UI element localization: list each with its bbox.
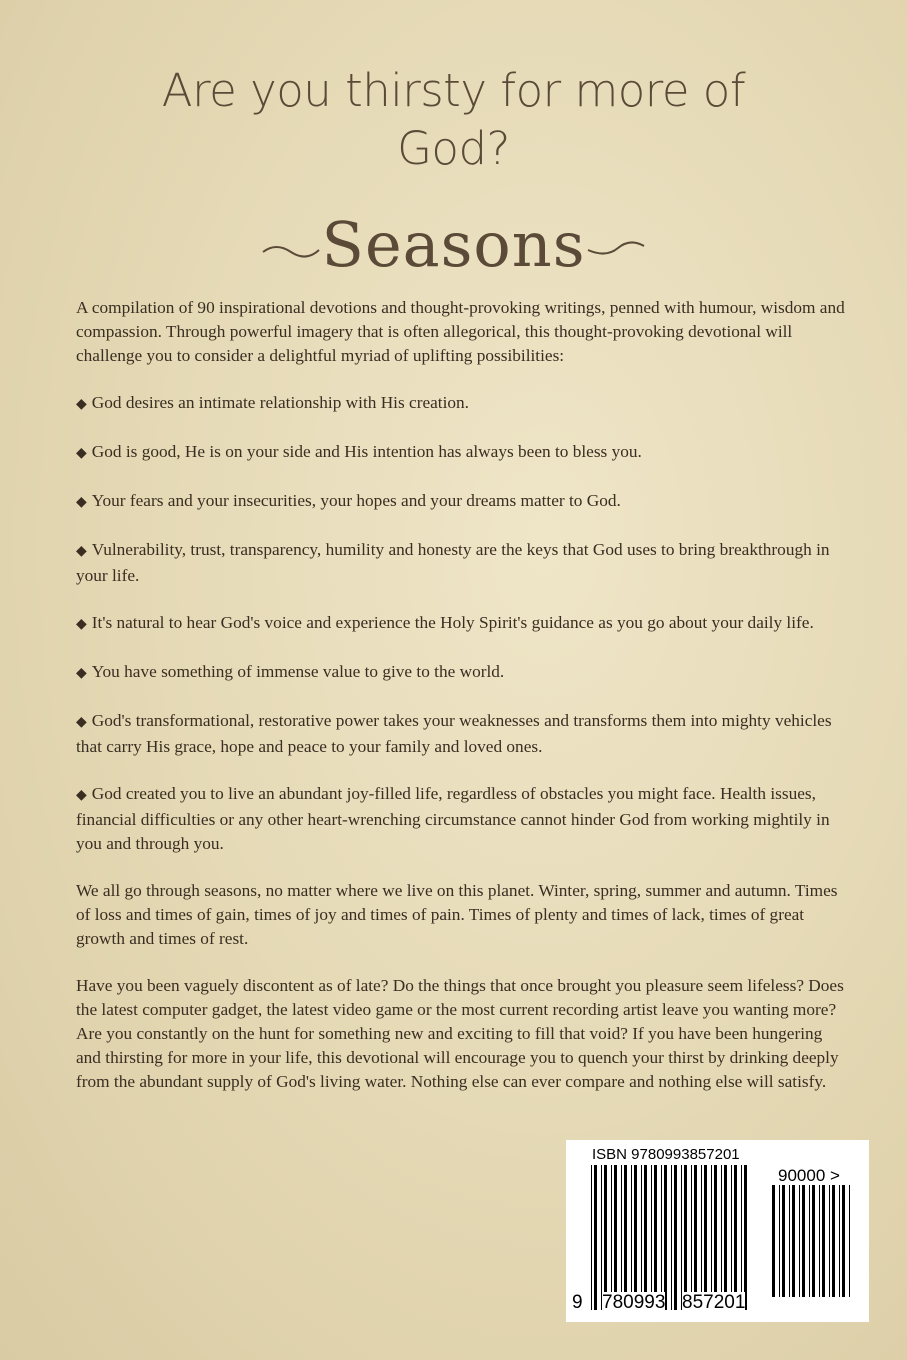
barcode-bar xyxy=(829,1185,830,1297)
barcode-bar xyxy=(681,1165,682,1310)
barcode-bar xyxy=(832,1185,835,1297)
bullet-item xyxy=(76,611,846,637)
barcode-bar xyxy=(849,1185,850,1297)
barcode-bar xyxy=(812,1185,815,1297)
barcode-bar xyxy=(731,1165,732,1310)
barcode-bar xyxy=(601,1165,602,1310)
barcode-bar xyxy=(654,1165,657,1310)
bullet-item xyxy=(76,538,846,588)
headline-line-1: Are you thirsty for more of xyxy=(161,64,746,117)
bullet-text: God is good, He is on your side and His intention has always been to bless you. xyxy=(91,442,642,461)
diamond-bullet-icon: ◆ xyxy=(76,397,87,412)
barcode-bar xyxy=(792,1185,795,1297)
barcode-bar xyxy=(741,1165,742,1310)
headline xyxy=(0,62,907,178)
bullet-list xyxy=(76,391,846,856)
barcode-bar xyxy=(634,1165,637,1310)
bullet-item xyxy=(76,660,846,686)
barcode-bar xyxy=(641,1165,642,1310)
bullet-item xyxy=(76,782,846,856)
price-code: 90000 > xyxy=(778,1166,840,1185)
barcode-bar xyxy=(789,1185,790,1297)
closing-paragraph: Have you been vaguely discontent as of late? Do the things that once brought you pleasure seem lifeless? Does the latest computer gadget, the latest video game or the most current recording artist leave you wanting more? Are you constantly on the hunt for something new and exciting to fill that void? If you have been hungering and thirsting for more in your life, this devotional will encourage you to quench your thirst by drinking deeply from the abundant supply of God's living water. Nothing else can ever compare and nothing else will satisfy. xyxy=(76,976,844,1091)
headline-line-2: God? xyxy=(397,122,510,175)
barcode-digits-group-1: 780993 xyxy=(602,1292,666,1313)
barcode-bar xyxy=(674,1165,677,1310)
intro-paragraph: A compilation of 90 inspirational devotions and thought-provoking writings, penned with humour, wisdom and compassion. Through powerful imagery that is often allegorical, this thought-provoking devotional will challenge you to consider a delightful myriad of uplifting possibilities: xyxy=(76,298,845,365)
right-swash-ornament xyxy=(586,240,646,260)
bullet-text: Your fears and your insecurities, your hopes and your dreams matter to God. xyxy=(91,491,621,510)
barcode-bar xyxy=(691,1165,692,1310)
barcode-bar xyxy=(614,1165,617,1310)
bullet-text: Vulnerability, trust, transparency, humility and honesty are the keys that God uses to bring breakthrough in your life. xyxy=(76,540,830,585)
book-title-text: Seasons xyxy=(321,208,586,281)
diamond-bullet-icon: ◆ xyxy=(76,666,87,681)
barcode-bar xyxy=(684,1165,687,1310)
diamond-bullet-icon: ◆ xyxy=(76,788,87,803)
bullet-text: You have something of immense value to give to the world. xyxy=(91,662,505,681)
bullet-item xyxy=(76,709,846,759)
barcode-bar xyxy=(842,1185,845,1297)
isbn-barcode xyxy=(566,1140,869,1322)
barcode-bar xyxy=(819,1185,820,1297)
barcode-bar xyxy=(661,1165,662,1310)
barcode-bar xyxy=(631,1165,632,1310)
barcode-bar xyxy=(839,1185,840,1297)
bullet-text: God desires an intimate relationship with His creation. xyxy=(91,393,469,412)
bullet-text: It's natural to hear God's voice and experience the Holy Spirit's guidance as you go about your daily life. xyxy=(91,613,814,632)
barcode-bar xyxy=(782,1185,785,1297)
barcode-bar xyxy=(651,1165,652,1310)
bullet-item xyxy=(76,489,846,515)
barcode-bar xyxy=(734,1165,737,1310)
blurb xyxy=(76,296,846,1117)
barcode-bar xyxy=(604,1165,607,1310)
barcode-bar xyxy=(799,1185,800,1297)
diamond-bullet-icon: ◆ xyxy=(76,617,87,632)
barcode-bar xyxy=(809,1185,810,1297)
bullet-item xyxy=(76,391,846,417)
barcode-bar xyxy=(611,1165,612,1310)
main-barcode-bars xyxy=(591,1165,753,1310)
bullet-text: God's transformational, restorative power takes your weaknesses and transforms them into mighty vehicles that carry His grace, hope and peace to your family and loved ones. xyxy=(76,711,832,756)
barcode-bar xyxy=(721,1165,722,1310)
barcode-bar xyxy=(822,1185,825,1297)
barcode-digits-group-2: 857201 xyxy=(682,1292,746,1313)
barcode-bar xyxy=(624,1165,627,1310)
addon-barcode-bars xyxy=(772,1185,854,1297)
barcode-bar xyxy=(714,1165,717,1310)
diamond-bullet-icon: ◆ xyxy=(76,446,87,461)
barcode-bar xyxy=(779,1185,780,1297)
book-title xyxy=(0,208,907,281)
barcode-bar xyxy=(621,1165,622,1310)
barcode-bar xyxy=(711,1165,712,1310)
diamond-bullet-icon: ◆ xyxy=(76,495,87,510)
diamond-bullet-icon: ◆ xyxy=(76,544,87,559)
barcode-digit-first: 9 xyxy=(572,1292,583,1313)
barcode-bar xyxy=(594,1165,597,1310)
bullet-text: God created you to live an abundant joy-filled life, regardless of obstacles you might face. Health issues, financial difficulties or any other heart-wrenching circumstance cannot hinder God from working mightily in you and through you. xyxy=(76,784,830,853)
barcode-bar xyxy=(704,1165,707,1310)
seasons-paragraph: We all go through seasons, no matter where we live on this planet. Winter, spring, summer and autumn. Times of loss and times of gain, times of joy and times of pain. Times of plenty and times of lack, times of great growth and times of rest. xyxy=(76,881,838,948)
barcode-bar xyxy=(664,1165,667,1310)
barcode-bar xyxy=(694,1165,697,1310)
barcode-bar xyxy=(644,1165,647,1310)
left-swash-ornament xyxy=(261,240,321,260)
barcode-bar xyxy=(671,1165,672,1310)
barcode-bar xyxy=(744,1165,747,1310)
barcode-bar xyxy=(701,1165,702,1310)
bullet-item xyxy=(76,440,846,466)
barcode-bar xyxy=(591,1165,592,1310)
barcode-bar xyxy=(724,1165,727,1310)
barcode-bar xyxy=(772,1185,775,1297)
isbn-label: ISBN 9780993857201 xyxy=(592,1146,740,1163)
barcode-bar xyxy=(802,1185,805,1297)
diamond-bullet-icon: ◆ xyxy=(76,715,87,730)
